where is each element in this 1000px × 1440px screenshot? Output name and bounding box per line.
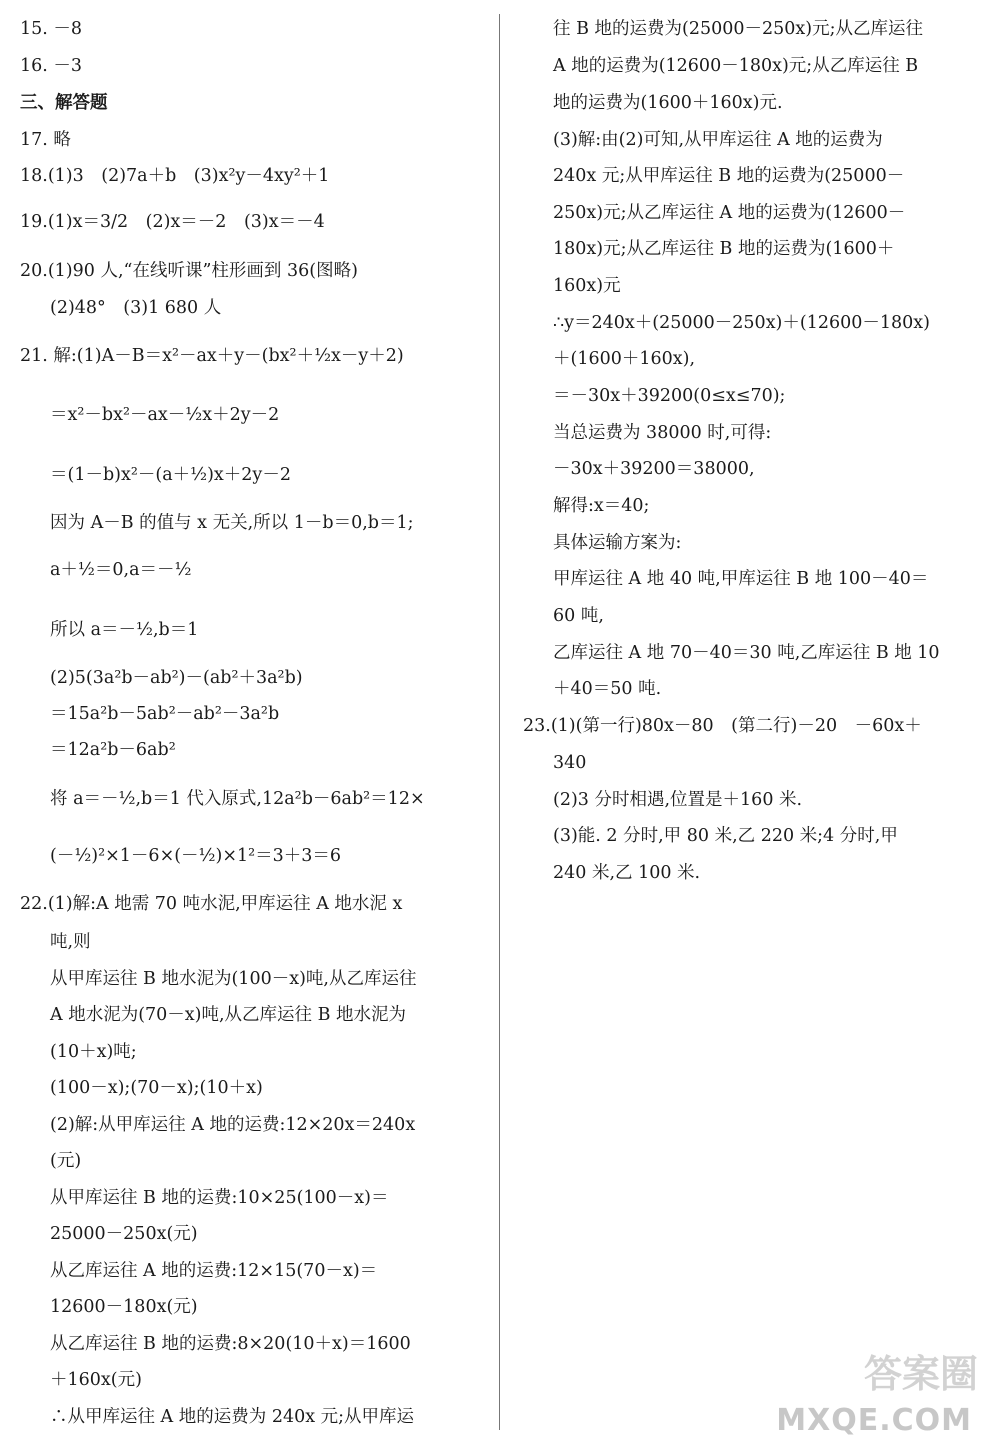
line-r13: －30x＋39200＝38000,: [553, 459, 755, 479]
line-r06: 250x)元;从乙库运往 A 地的运费为(12600－: [553, 203, 906, 223]
line-q21g: (2)5(3a²b－ab²)－(ab²＋3a²b): [50, 668, 303, 688]
line-section3: 三、解答题: [20, 93, 108, 113]
line-q22n: ＋160x(元): [50, 1370, 142, 1390]
line-r17: 60 吨,: [553, 606, 604, 626]
line-r20: 23.(1)(第一行)80x－80 (第二行)－20 －60x＋: [523, 716, 922, 736]
line-q20b: (2)48° (3)1 680 人: [50, 298, 222, 318]
line-q22i: 从甲库运往 B 地的运费:10×25(100－x)＝: [50, 1188, 389, 1208]
line-r05: 240x 元;从甲库运往 B 地的运费为(25000－: [553, 166, 905, 186]
line-q21b: ＝x²－bx²－ax－½x＋2y－2: [50, 405, 280, 425]
line-q22e: (10＋x)吨;: [50, 1042, 137, 1062]
line-q21d: 因为 A－B 的值与 x 无关,所以 1－b＝0,b＝1;: [50, 513, 414, 533]
line-q21i: ＝12a²b－6ab²: [50, 740, 176, 760]
line-q21j: 将 a＝－½,b＝1 代入原式,12a²b－6ab²＝12×: [50, 789, 425, 809]
line-r23: (3)能. 2 分时,甲 80 米,乙 220 米;4 分时,甲: [553, 826, 898, 846]
line-q21a: 21. 解:(1)A－B＝x²－ax＋y－(bx²＋½x－y＋2): [20, 346, 404, 366]
line-r19: ＋40＝50 吨.: [553, 679, 662, 699]
line-q21h: ＝15a²b－5ab²－ab²－3a²b: [50, 704, 280, 724]
line-q22f: (100－x);(70－x);(10＋x): [50, 1078, 263, 1098]
line-q18: 18.(1)3 (2)7a＋b (3)x²y－4xy²＋1: [20, 166, 330, 186]
line-q22g: (2)解:从甲库运往 A 地的运费:12×20x＝240x: [50, 1115, 416, 1135]
line-q22h: (元): [50, 1151, 82, 1171]
line-q22k: 从乙库运往 A 地的运费:12×15(70－x)＝: [50, 1261, 378, 1281]
line-r02: A 地的运费为(12600－180x)元;从乙库运往 B: [553, 56, 919, 76]
line-r11: ＝－30x＋39200(0≤x≤70);: [553, 386, 786, 406]
line-q22l: 12600－180x(元): [50, 1297, 198, 1317]
line-q22a: 22.(1)解:A 地需 70 吨水泥,甲库运往 A 地水泥 x: [20, 894, 403, 914]
line-r18: 乙库运往 A 地 70－40＝30 吨,乙库运往 B 地 10: [553, 643, 940, 663]
line-r14: 解得:x＝40;: [553, 496, 650, 516]
line-q22c: 从甲库运往 B 地水泥为(100－x)吨,从乙库运往: [50, 969, 417, 989]
line-r09: ∴y＝240x＋(25000－250x)＋(12600－180x): [553, 313, 930, 333]
line-r21: 340: [553, 753, 587, 773]
line-q21e: a＋½＝0,a＝－½: [50, 560, 192, 580]
line-r10: ＋(1600＋160x),: [553, 349, 696, 369]
line-q19: 19.(1)x＝3/2 (2)x＝－2 (3)x＝－4: [20, 212, 325, 232]
column-divider: [499, 14, 500, 1430]
line-r04: (3)解:由(2)可知,从甲库运往 A 地的运费为: [553, 130, 883, 150]
line-q17: 17. 略: [20, 130, 71, 150]
line-r08: 160x)元: [553, 276, 621, 296]
line-r01: 往 B 地的运费为(25000－250x)元;从乙库运往: [553, 19, 923, 39]
watermark-url: MXQE.COM: [776, 1403, 972, 1438]
line-r07: 180x)元;从乙库运往 B 地的运费为(1600＋: [553, 239, 895, 259]
line-q22d: A 地水泥为(70－x)吨,从乙库运往 B 地水泥为: [50, 1005, 407, 1025]
line-q22o: ∴从甲库运往 A 地的运费为 240x 元;从甲库运: [50, 1407, 415, 1427]
line-q15: 15. －8: [20, 19, 83, 39]
line-r03: 地的运费为(1600＋160x)元.: [553, 93, 783, 113]
line-r24: 240 米,乙 100 米.: [553, 863, 701, 883]
line-q21k: (－½)²×1－6×(－½)×1²＝3＋3＝6: [50, 846, 342, 866]
watermark-logo: 答案圈: [863, 1352, 978, 1396]
line-r12: 当总运费为 38000 时,可得:: [553, 423, 772, 443]
line-q22m: 从乙库运往 B 地的运费:8×20(10＋x)＝1600: [50, 1334, 411, 1354]
line-q20a: 20.(1)90 人,“在线听课”柱形画到 36(图略): [20, 261, 358, 281]
line-q21f: 所以 a＝－½,b＝1: [50, 620, 199, 640]
line-r16: 甲库运往 A 地 40 吨,甲库运往 B 地 100－40＝: [553, 569, 929, 589]
line-r22: (2)3 分时相遇,位置是＋160 米.: [553, 790, 803, 810]
line-r15: 具体运输方案为:: [553, 533, 682, 553]
line-q21c: ＝(1－b)x²－(a＋½)x＋2y－2: [50, 465, 291, 485]
line-q16: 16. －3: [20, 56, 83, 76]
line-q22b: 吨,则: [50, 932, 91, 952]
line-q22j: 25000－250x(元): [50, 1224, 198, 1244]
